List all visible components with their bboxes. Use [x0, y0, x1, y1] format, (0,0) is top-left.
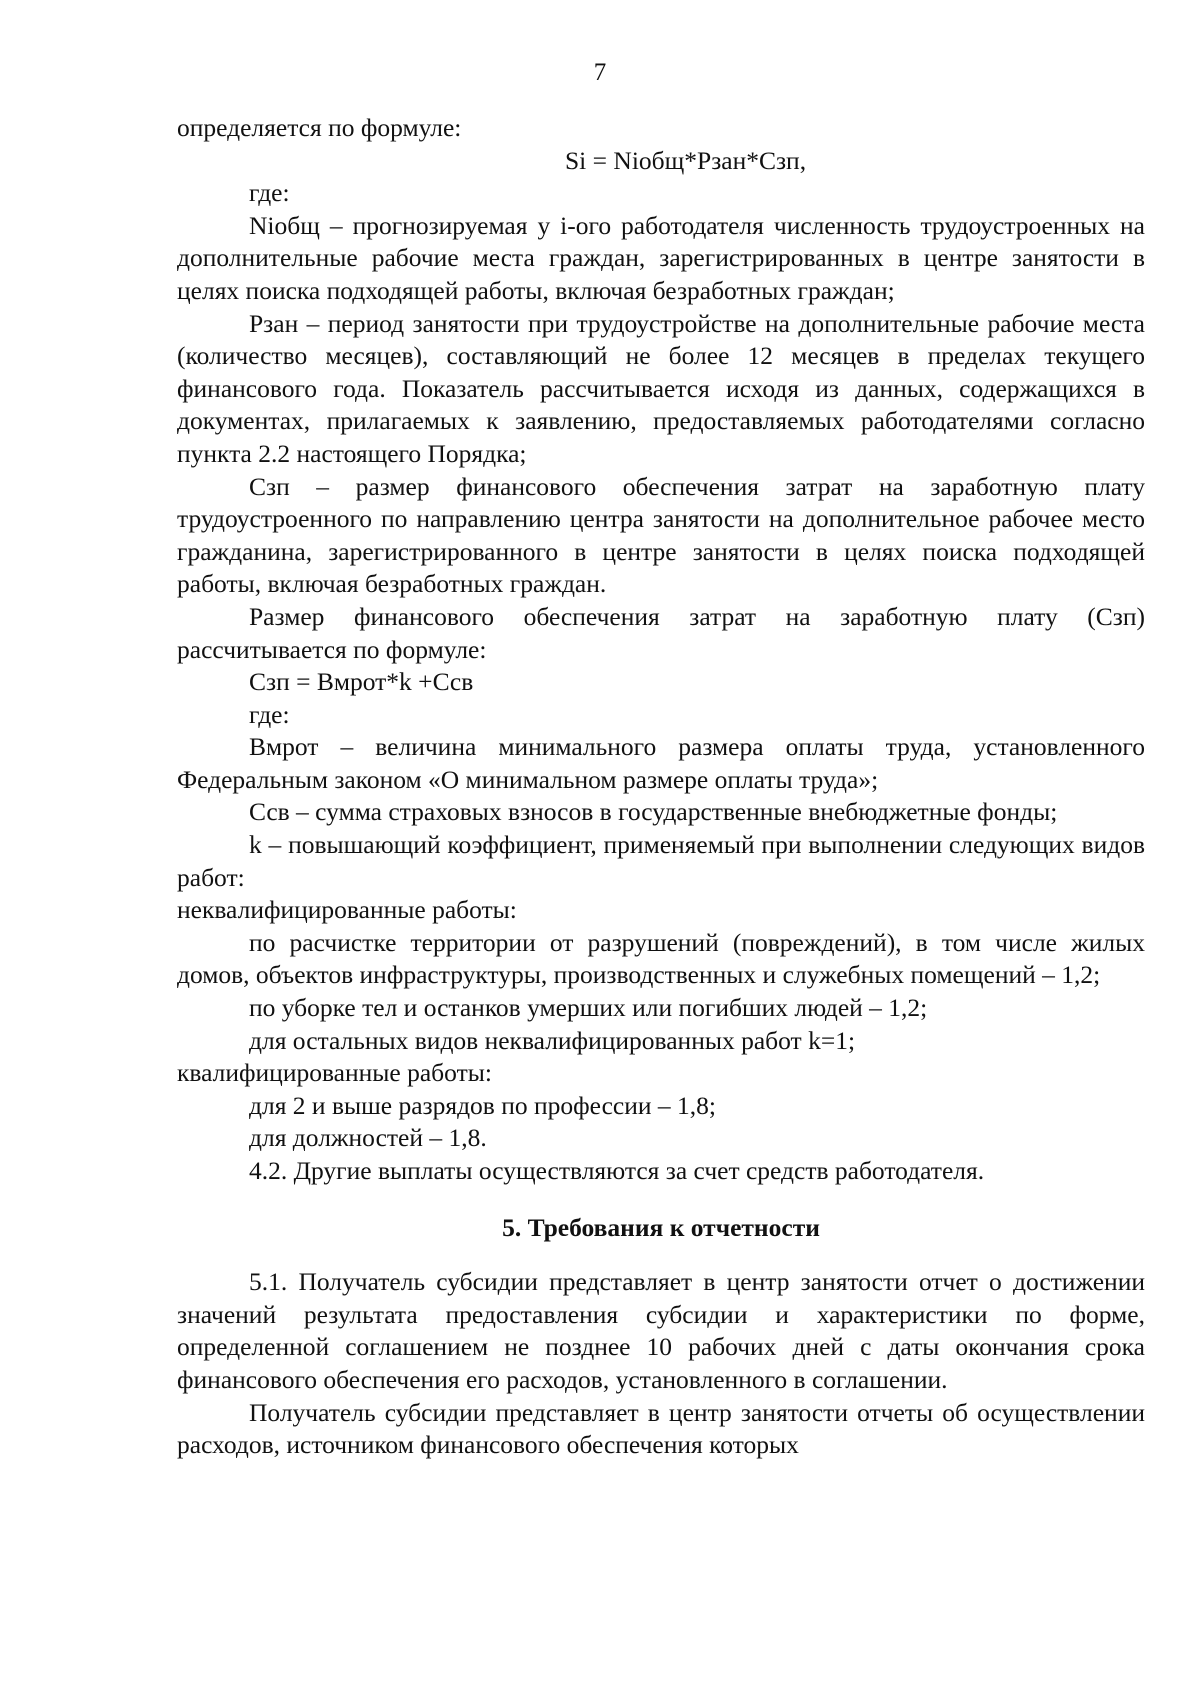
definition-rzan: Рзан – период занятости при трудоустройстве на дополнительные рабочие места (количество месяцев), составляющий не более 12 месяцев в пределах текущего финансового года. Показатель рассчитывается исходя из данных, содержащихся в документах, прилагаемых к заявлению, предоставляемых работодателями согласно пункта 2.2 настоящего Порядка;	[177, 308, 1145, 468]
list-item-grade: для 2 и выше разрядов по профессии – 1,8;	[249, 1090, 716, 1120]
paragraph-recipient-reports: Получатель субсидии представляет в центр занятости отчеты об осуществлении расходов, источником финансового обеспечения которых	[177, 1397, 1145, 1460]
definition-ssv: Ссв – сумма страховых взносов в государственные внебюджетные фонды;	[249, 797, 1058, 827]
definition-niobsh: Niобщ – прогнозируемая у i-ого работодателя численность трудоустроенных на дополнительные рабочие места граждан, зарегистрированных в центре занятости в целях поиска подходящей работы, включая безработных граждан;	[177, 210, 1145, 305]
list-item-positions: для должностей – 1,8.	[249, 1123, 487, 1153]
formula-szp: Сзп = Вмрот*k +Ссв	[249, 667, 474, 697]
definition-vmrot: Вмрот – величина минимального размера оплаты труда, установленного Федеральным законом «О минимальном размере оплаты труда»;	[177, 732, 1145, 794]
paragraph-formula-intro: определяется по формуле:	[177, 113, 462, 142]
list-item-clearing: по расчистке территории от разрушений (повреждений), в том числе жилых домов, объектов инфраструктуры, производственных и служебных помещений – 1,2;	[177, 927, 1145, 990]
document-body	[177, 112, 1145, 1462]
section-heading-5: 5. Требования к отчетности	[502, 1212, 820, 1242]
definition-szp: Сзп – размер финансового обеспечения затрат на заработную плату трудоустроенного по направлению центра занятости на дополнительное рабочее место гражданина, зарегистрированного в центре занятости в целях поиска подходящей работы, включая безработных граждан.	[177, 471, 1145, 599]
definition-k: k – повышающий коэффициент, применяемый при выполнении следующих видов работ:	[177, 830, 1145, 892]
page-number: 7	[593, 59, 607, 86]
where-label-2: где:	[249, 699, 290, 729]
where-label: где:	[249, 178, 290, 208]
list-heading-qualified: квалифицированные работы:	[177, 1058, 492, 1088]
paragraph-szp-formula-intro: Размер финансового обеспечения затрат на заработную плату (Сзп) рассчитывается по формуле:	[177, 601, 1145, 664]
list-item-remains: по уборке тел и останков умерших или погибших людей – 1,2;	[249, 993, 928, 1023]
formula-si: Si = Niобщ*Рзан*Сзп,	[565, 145, 807, 175]
paragraph-4-2: 4.2. Другие выплаты осуществляются за счет средств работодателя.	[249, 1156, 985, 1185]
paragraph-5-1: 5.1. Получатель субсидии представляет в центр занятости отчет о достижении значений результата предоставления субсидии и характеристики по форме, определенной соглашением не позднее 10 рабочих дней с даты окончания срока финансового обеспечения его расходов, установленного в соглашении.	[177, 1267, 1145, 1394]
list-heading-unqualified: неквалифицированные работы:	[177, 895, 517, 925]
list-item-other-unqualified: для остальных видов неквалифицированных работ k=1;	[249, 1025, 856, 1055]
